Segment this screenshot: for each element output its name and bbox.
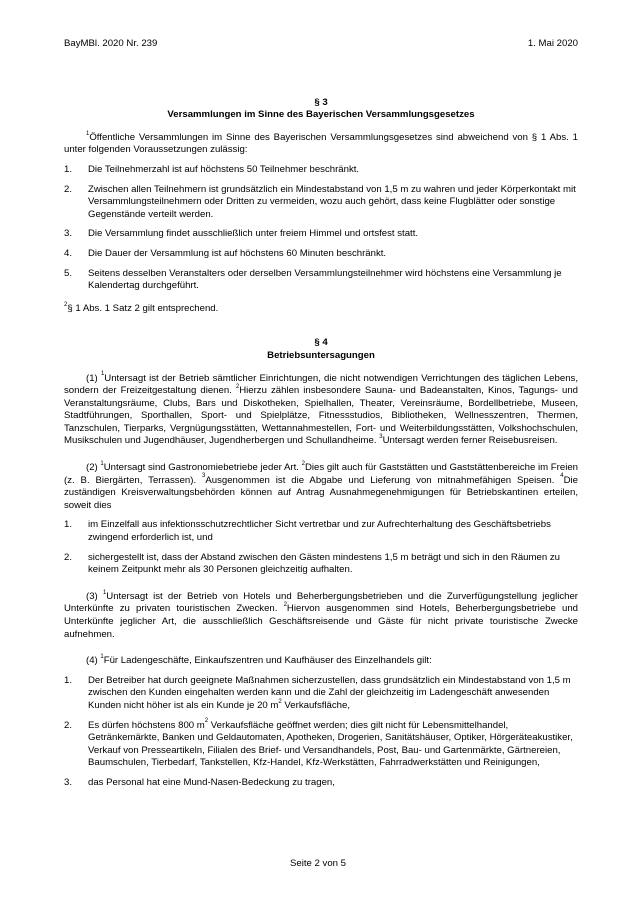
list-item: 1. Die Teilnehmerzahl ist auf höchstens 50 Teilnehmer beschränkt. bbox=[64, 163, 360, 175]
section-4-paragraph-4-list bbox=[64, 675, 578, 790]
section-3-number: § 3 bbox=[314, 96, 328, 108]
section-3-list bbox=[64, 164, 578, 293]
page-header bbox=[64, 38, 578, 51]
section-4-paragraph-3: (3) $^1$Untersagt ist der Betrieb von Hotels und Beherbergungsbetrieben und die Zurverfügungstellung jeglicher Unterkünfte zu privaten touristischen Zwecken. $^2$Hiervon ausgenommen sind Hotels, Beherbergungsbetriebe und Unterkünfte jeglicher Art, die ausschließlich Geschäftsreisende und Gäste für nicht private touristische Zwecke aufnehmen. bbox=[64, 589, 578, 640]
list-item: 1. Der Betreiber hat durch geeignete Maßnahmen sicherzustellen, dass grundsätzlich ein Mindestabstand von 1,5 m zwischen den Kunden eingehalten werden kann und die Zahl der gleichzeitig im Ladengeschäft anwesenden Kunden nicht höher ist als ein Kunde je 20 $m^2$ Verkaufsfläche, bbox=[64, 674, 571, 711]
header-publication: BayMBl. 2020 Nr. 239 bbox=[64, 38, 158, 49]
section-3-title: Versammlungen im Sinne des Bayerischen Versammlungsgesetzes bbox=[167, 109, 475, 121]
list-item: 2. Zwischen allen Teilnehmern ist grundsätzlich ein Mindestabstand von 1,5 m zu wahren und jeder Körperkontakt mit Versammlungsteilnehmern oder Dritten zu vermeiden, wozu auch gehört, dass keine Flugblätter oder sonstige Gegenstände verteilt werden. bbox=[64, 183, 576, 220]
section-3-outro: $^2$§ 1 Abs. 1 Satz 2 gilt entsprechend. bbox=[64, 301, 219, 314]
section-4-paragraph-2: (2) $^1$Untersagt sind Gastronomiebetriebe jeder Art. $^2$Dies gilt auch für Gaststätten und Gaststättenbereiche im Freien (z. B. Biergärten, Terrassen). $^3$Ausgenommen ist die Abgabe und Lieferung von mitnahmefähigen Speisen. $^4$Die zuständigen Kreisverwaltungsbehörden können auf Antrag Ausnahmegenehmigungen für Betriebskantinen erteilen, soweit dies bbox=[64, 460, 579, 511]
section-3-intro: $^1$Öffentliche Versammlungen im Sinne des Bayerischen Versammlungsgesetzes sind abweichend von § 1 Abs. 1 unter folgenden Voraussetzungen zulässig: bbox=[64, 130, 578, 156]
list-item: 3. das Personal hat eine Mund-Nasen-Bedeckung zu tragen, bbox=[64, 776, 335, 788]
list-item: 3. Die Versammlung findet ausschließlich unter freiem Himmel und ortsfest statt. bbox=[64, 228, 419, 240]
section-4-number: § 4 bbox=[314, 337, 328, 349]
list-item: 2. sichergestellt ist, dass der Abstand zwischen den Gästen mindestens 1,5 m beträgt und sich in den Räumen zu keinem Zeitpunkt mehr als 30 Personen gleichzeitig aufhalten. bbox=[64, 551, 560, 576]
list-item: 2. Es dürfen höchstens 800 $m^2$ Verkaufsfläche geöffnet werden; dies gilt nicht für Lebensmittelhandel, Getränkemärkte, Banken und Geldautomaten, Apotheken, Drogerien, Sanitätshäuser, Optiker, Hörgeräteakustiker, Verkauf von Presseartikeln, Filialen des Brief- und Versandhandels, Post, Bau- und Gartenmärkte, Gärtnereien, Baumschulen, Tierbedarf, Tankstellen, Kfz-Handel, Kfz-Werkstätten, Fahrradwerkstätten und Reinigungen, bbox=[64, 718, 573, 769]
page-content bbox=[64, 38, 578, 790]
list-item: 4. Die Dauer der Versammlung ist auf höchstens 60 Minuten beschränkt. bbox=[64, 247, 387, 259]
section-4-paragraph-4: (4) $^1$Für Ladengeschäfte, Einkaufszentren und Kaufhäuser des Einzelhandels gilt: bbox=[86, 654, 432, 667]
list-item: 1. im Einzelfall aus infektionsschutzrechtlicher Sicht vertretbar und zur Aufrechterhaltung des Geschäftsbetriebs zwingend erforderlich ist, und bbox=[64, 519, 551, 544]
page-footer: Seite 2 von 5 bbox=[289, 858, 346, 869]
section-4-paragraph-2-list bbox=[64, 519, 578, 576]
section-4-title: Betriebsuntersagungen bbox=[267, 349, 375, 361]
section-4-paragraph-1: (1) $^1$Untersagt ist der Betrieb sämtlicher Einrichtungen, die nicht notwendigen Verrichtungen des täglichen Lebens, sondern der Freizeitgestaltung dienen. $^2$Hierzu zählen insbesondere Sauna- und Badeanstalten, Kinos, Tagungs- und Veranstaltungsräume, Clubs, Bars und Diskotheken, Spielhallen, Theater, Vereinsräume, Bordellbetriebe, Museen, Stadtführungen, Sporthallen, Sport- und Spielplätze, Fitnessstudios, Bibliotheken, Wellnesszentren, Thermen, Tanzschulen, Tierparks, Vergnügungsstätten, Wettannahmestellen, Fort- und Weiterbildungsstätten, Volkshochschulen, Musikschulen und Jugendhäuser, Jugendherbergen und Schullandheime. $^3$Untersagt werden ferner Reisebusreisen. bbox=[64, 371, 578, 447]
header-date: 1. Mai 2020 bbox=[527, 38, 578, 49]
list-item: 5. Seitens desselben Veranstalters oder derselben Versammlungsteilnehmer wird höchstens eine Versammlung je Kalendertag durchgeführt. bbox=[64, 267, 562, 292]
